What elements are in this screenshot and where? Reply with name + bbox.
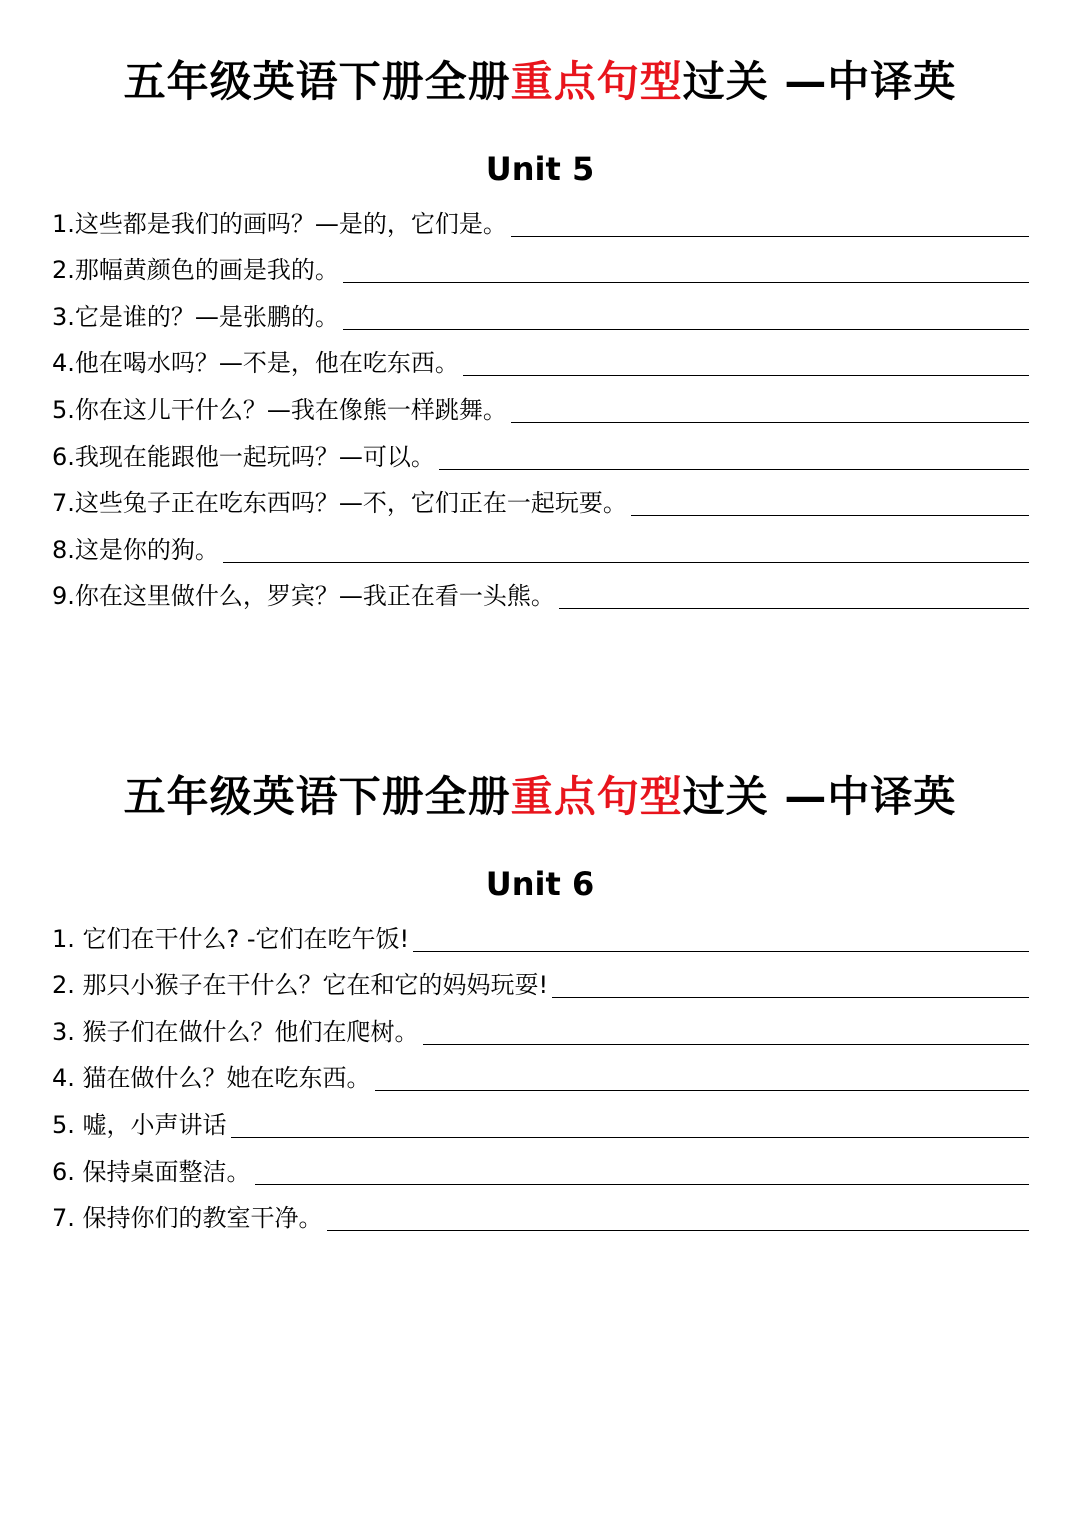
answer-line[interactable] [413,921,1029,952]
question-text: 5. 嘘，小声讲话 [52,1110,227,1139]
question-row [52,958,1029,1005]
answer-line[interactable] [439,439,1029,470]
question-text: 8.这是你的狗。 [52,535,219,564]
question-text: 1.这些都是我们的画吗？—是的，它们是。 [52,209,507,238]
question-row [52,1191,1029,1238]
answer-line[interactable] [343,299,1029,330]
question-row [52,1097,1029,1144]
answer-line[interactable] [423,1014,1029,1045]
answer-line[interactable] [552,967,1029,998]
unit-heading: Unit 6 [485,865,595,903]
question-row [52,1051,1029,1098]
title-prefix: 五年级英语下册全册 [123,772,511,821]
title-highlight: 重点句型 [510,57,683,106]
answer-line[interactable] [463,345,1029,376]
question-list [52,196,1029,615]
question-row [52,1004,1029,1051]
answer-line[interactable] [375,1060,1029,1091]
answer-line[interactable] [511,392,1029,423]
title-suffix: 过关 —中译英 [682,772,957,821]
answer-line[interactable] [223,532,1029,563]
question-row [52,196,1029,243]
unit-heading: Unit 5 [485,150,595,188]
question-text: 4.他在喝水吗？—不是，他在吃东西。 [52,349,459,378]
answer-line[interactable] [255,1154,1029,1185]
question-text: 9.你在这里做什么，罗宾？—我正在看一头熊。 [52,582,555,611]
title-suffix: 过关 —中译英 [682,57,957,106]
answer-line[interactable] [631,485,1029,516]
answer-line[interactable] [559,578,1029,609]
question-text: 7. 保持你们的教室干净。 [52,1204,323,1233]
question-row [52,911,1029,958]
question-row [52,569,1029,616]
page-title [0,767,1080,827]
question-row [52,429,1029,476]
question-row [52,382,1029,429]
question-text: 3. 猴子们在做什么？他们在爬树。 [52,1017,419,1046]
question-text: 6.我现在能跟他一起玩吗？—可以。 [52,442,435,471]
question-text: 1. 它们在干什么? -它们在吃午饭! [52,924,410,953]
question-text: 2. 那只小猴子在干什么？它在和它的妈妈玩耍! [52,971,549,1000]
question-row [52,522,1029,569]
question-text: 4. 猫在做什么？她在吃东西。 [52,1064,371,1093]
title-highlight: 重点句型 [510,772,683,821]
question-row [52,243,1029,290]
answer-line[interactable] [327,1200,1029,1231]
question-text: 6. 保持桌面整洁。 [52,1157,251,1186]
question-row [52,476,1029,523]
answer-line[interactable] [343,252,1029,283]
question-row [52,336,1029,383]
title-prefix: 五年级英语下册全册 [123,57,511,106]
question-text: 7.这些兔子正在吃东西吗？—不，它们正在一起玩要。 [52,489,627,518]
question-list [52,911,1029,1237]
question-text: 2.那幅黄颜色的画是我的。 [52,256,339,285]
question-text: 5.你在这儿干什么？—我在像熊一样跳舞。 [52,395,507,424]
answer-line[interactable] [511,206,1029,237]
question-text: 3.它是谁的？—是张鹏的。 [52,302,339,331]
question-row [52,289,1029,336]
question-row [52,1144,1029,1191]
page-title [0,52,1080,112]
answer-line[interactable] [231,1107,1029,1138]
